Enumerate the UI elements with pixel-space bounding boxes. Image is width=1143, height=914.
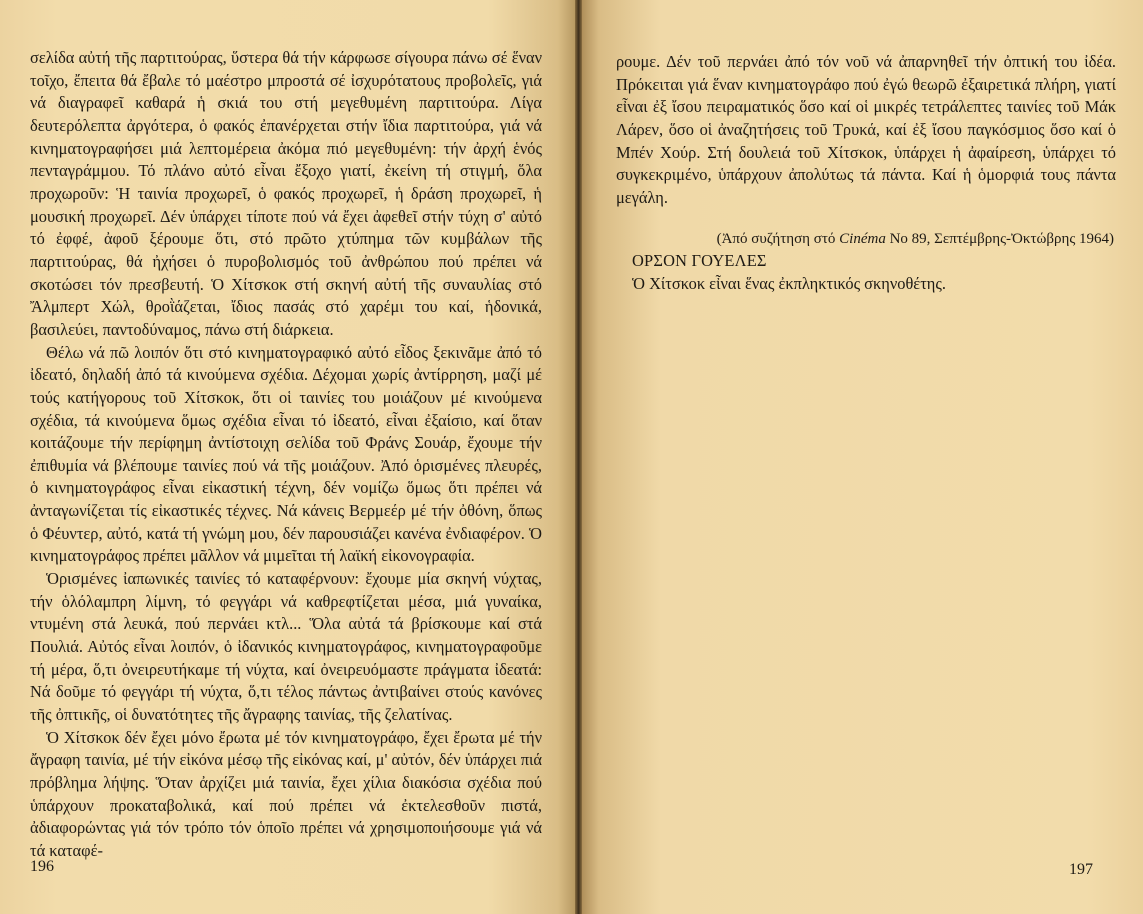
- page-number-right: 197: [1069, 861, 1093, 878]
- paragraph-2: Θέλω νά πῶ λοιπόν ὅτι στό κινηματογραφικό αὐτό εἶδος ξεκινᾶμε ἀπό τό ἰδεατό, δηλαδή ἀπό τά κινούμενα σχέδια. Δέχομαι χωρίς ἀντίρρηση, μαζί μέ τούς κατήγορους τοῦ Χίτσκοκ, ὅτι οἱ ταινίες του μοιάζουν μέ κινούμενα σχέδια, τά κινούμενα ὅμως σχέδια εἶναι τό ἰδεατό, εἶναι ἐξαίσιο, καί ὅταν κοιτάζουμε τήν περίφημη ἀντίστοιχη σελίδα τοῦ Φράνς Σουάρ, ἔχουμε τήν ἐπιθυμία νά βλέπουμε ταινίες πού νά τῆς μοιάζουν. Ἀπό ὁρισμένες πλευρές, ὁ κινηματογράφος εἶναι εἰκαστική τέχνη, δέν νομίζω ὅμως ὅτι πρέπει νά ἀνταγωνίζεται τίς εἰκαστικές τέχνες. Νά κάνεις Βερμεέρ μέ τήν ὀθόνη, ὅπως ὁ Φέυντερ, αὐτό, κατά τή γνώμη μου, δέν παρουσιάζει κανένα ἐνδιαφέρον. Ὁ κινηματογράφος πρέπει μᾶλλον νά μιμεῖται τή λαϊκή εἰκονογραφία.: [30, 342, 542, 566]
- source-citation: [616, 228, 1116, 251]
- paragraph-1: σελίδα αὐτή τῆς παρτιτούρας, ὕστερα θά τήν κάρφωσε σίγουρα πάνω σέ ἕναν τοῖχο, ἔπειτα θά ἔβαλε τό μαέστρο μπροστά σέ ἰσχυρότατους προβολεῖς, γιά νά διαγραφεῖ καθαρά ἡ σκιά του στή μεγεθυμένη παρτιτούρα. Λίγα δευτερόλεπτα ἀργότερα, ὁ φακός ἐπανέρχεται στήν ἴδια παρτιτούρα, γιά νά κινηματογραφήσει μιά λεπτομέρεια ἀκόμα πιό μεγεθυμένη: τήν ἀρχή ἑνός πενταγράμμου. Τό πλάνο αὐτό εἶναι ἔξοχο γιατί, ἐκείνη τή στιγμή, ὅλα προχωροῦν: Ἡ ταινία προχωρεῖ, ὁ φακός προχωρεῖ, ἡ δράση προχωρεῖ, ἡ μουσική προχωρεῖ. Δέν ὑπάρχει τίποτε πού νά ἔχει ἀφεθεῖ στήν τύχη σ' αὐτό τό ἐφφέ, ἀφοῦ ξέρουμε ὅτι, στό πρῶτο χτύπημα τῶν κυμβάλων τῆς παρτιτούρας, θά ἠχήσει ὁ πυροβολισμός τοῦ ἀνθρώπου πού πρέπει νά σκοτώσει τόν πρεσβευτή. Ὁ Χίτσκοκ στή σκηνή αὐτή τῆς συναυλίας στό Ἄλμπερτ Χώλ, θροῒάζεται, ἴδιος πασάς στό χαρέμι του καί, ἡδονικά, βασιλεύει, παντοδύναμος, πάνω στή διάρκεια.: [30, 48, 542, 339]
- source-prefix: (Ἀπό συζήτηση στό: [716, 230, 840, 247]
- right-page: [582, 0, 1143, 914]
- source-suffix: No 89, Σεπτέμβρης-Ὀκτώβρης 1964): [885, 230, 1114, 247]
- paragraph-4: Ὁ Χίτσκοκ δέν ἔχει μόνο ἔρωτα μέ τόν κινηματογράφο, ἔχει ἔρωτα μέ τήν ἄγραφη ταινία, μέ τήν εἰκόνα μέσῳ τῆς εἰκόνας καί, μ' αὐτόν, δέν ὑπάρχει πιά πρόβλημα λήψης. Ὅταν ἀρχίζει μιά ταινία, ἔχει χίλια διακόσια σχέδια πού ὑπάρχουν προκαταβολικά, καί πού πρέπει νά ἐκτελεσθοῦν πιστά, ἀδιαφορώντας γιά τόν τρόπο τόν ὁποῖο πρέπει νά χρησιμοποιήσουμε γιά νά τά καταφέ-: [30, 727, 542, 860]
- speaker-quote: Ὁ Χίτσκοκ εἶναι ἕνας ἐκπληκτικός σκηνοθέτης.: [632, 273, 946, 293]
- page-number-left: 196: [30, 858, 54, 875]
- paragraph-3: Ὁρισμένες ἰαπωνικές ταινίες τό καταφέρνουν: ἔχουμε μία σκηνή νύχτας, τήν ὁλόλαμπρη λίμνη, τό φεγγάρι νά καθρεφτίζεται μέσα, μιά γυναίκα, ντυμένη στά λευκά, πού περνάει κτλ... Ὅλα αὐτά τά βρίσκουμε καί στά Πουλιά. Αὐτός εἶναι λοιπόν, ὁ ἰδανικός κινηματογράφος, κινηματογραφοῦμε τή μέρα, ὅ,τι ὀνειρευτήκαμε τή νύχτα, καί ὀνειρευόμαστε πράγματα ἰδεατά: Νά δοῦμε τό φεγγάρι τή νύχτα, ὅ,τι τέλος πάντως ἀντιβαίνει στούς κανόνες τῆς ὀπτικῆς, οἱ δυνατότητες τῆς ἄγραφης ταινίας, τῆς ζελατίνας.: [30, 569, 542, 725]
- source-journal: Cinéma: [839, 230, 886, 247]
- speaker-name: ΟΡΣΟΝ ΓΟΥΕΛΕΣ: [632, 251, 767, 271]
- book-gutter: [575, 0, 582, 914]
- left-page-text: [30, 47, 542, 863]
- paragraph-continued: ρουμε. Δέν τοῦ περνάει ἀπό τόν νοῦ νά ἀπαρνηθεῖ τήν ὀπτική του ἰδέα. Πρόκειται γιά ἕναν κινηματογράφο πού ἐγώ θεωρῶ ἐξαιρετικά πλήρη, γιατί εἶναι ἐξ ἴσου πειραματικός ὅσο καί οἱ μικρές τετράλεπτες ταινίες τοῦ Μάκ Λάρεν, ὅσο οἱ ἀναζητήσεις τοῦ Τρυκά, καί ἐξ ἴσου παγκόσμιος ὅσο καί ὁ Μπέν Χούρ. Στή δουλειά τοῦ Χίτσκοκ, ὑπάρχει ἡ ἀφαίρεση, ὑπάρχει τό συγκεκριμένο, ὑπάρχουν ἀπολύτως τά πάντα. Καί ἡ ὁμορφιά τους πάντα μεγάλη.: [616, 52, 1116, 207]
- right-page-text: [616, 51, 1116, 296]
